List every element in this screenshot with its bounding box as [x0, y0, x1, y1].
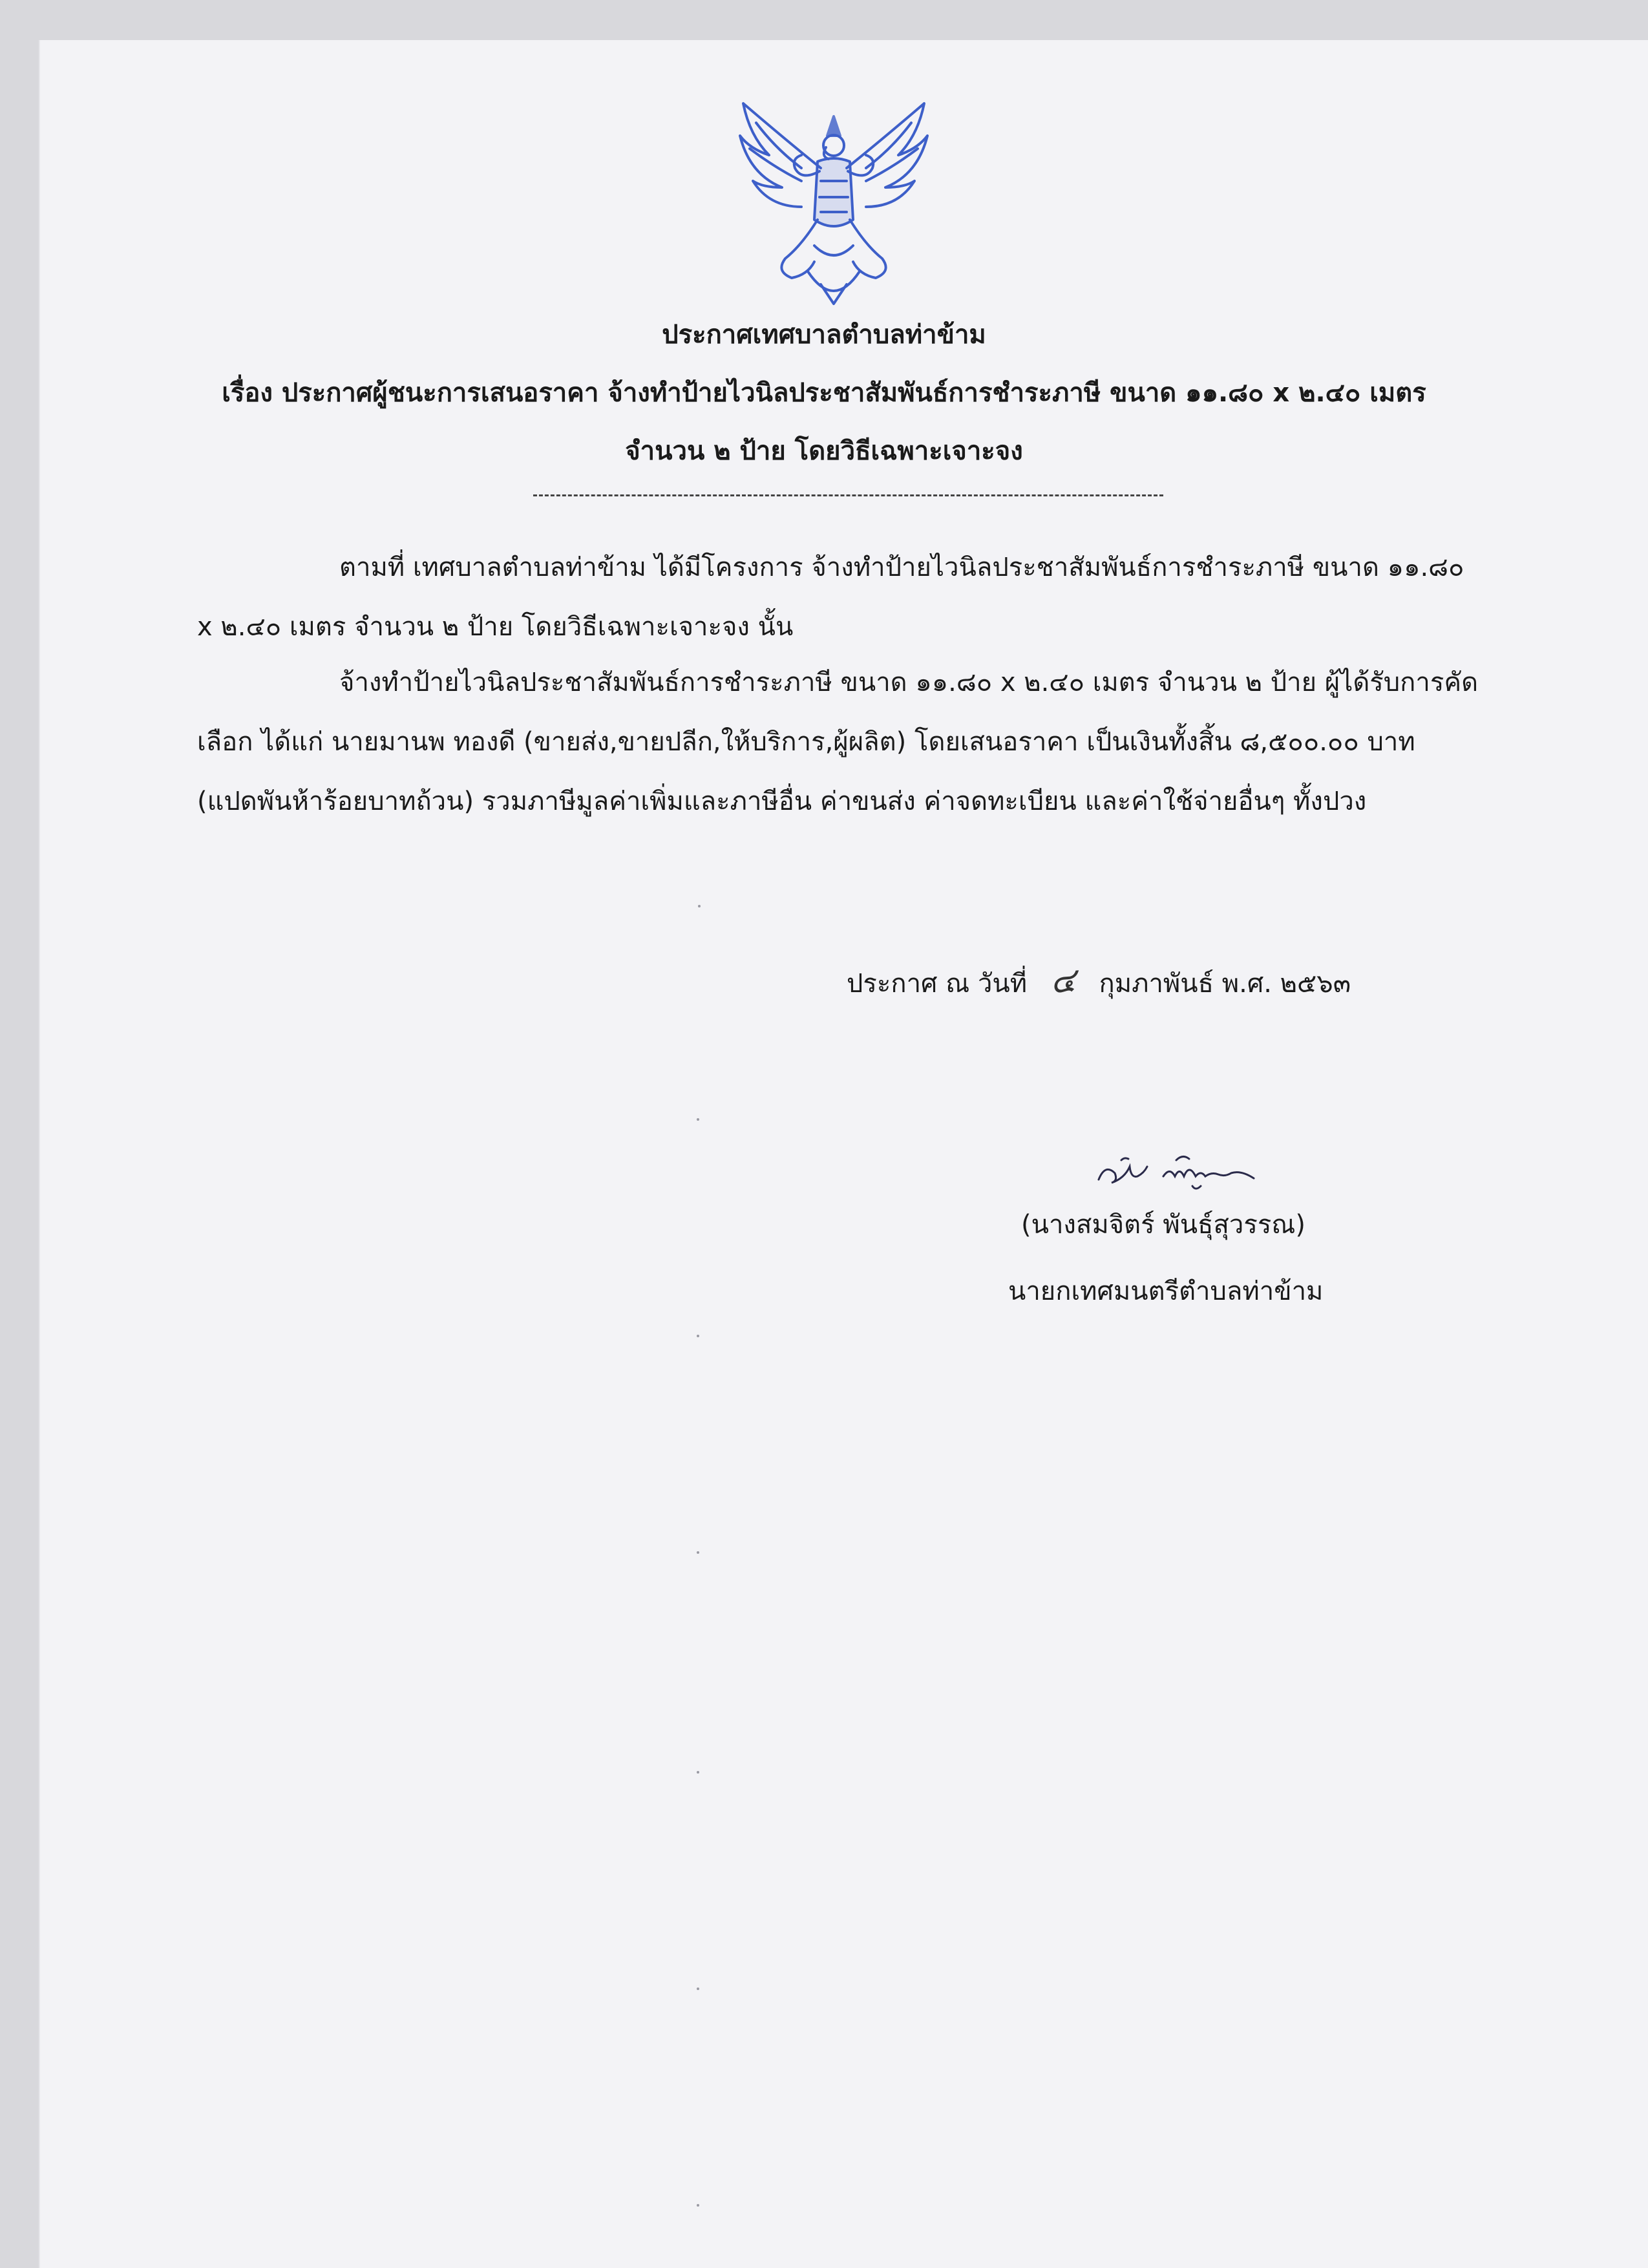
announcement-title: ประกาศเทศบาลตำบลท่าข้าม — [662, 320, 986, 350]
scan-speck — [697, 1335, 699, 1337]
scan-speck — [697, 1118, 699, 1121]
garuda-emblem-icon — [730, 97, 937, 317]
scan-speck — [697, 1551, 699, 1554]
date-month-year: กุมภาพันธ์ พ.ศ. ๒๕๖๓ — [1099, 969, 1351, 999]
paragraph-1-text: ตามที่ เทศบาลตำบลท่าข้าม ได้มีโครงการ จ้างทำป้ายไวนิลประชาสัมพันธ์การชำระภาษี ขนาด ๑๑.๘๐ x ๒.๔๐ เมตร จำนวน ๒ ป้าย โดยวิธีเฉพาะเจาะจง นั้น — [197, 553, 1464, 642]
announcement-subject-continued: จำนวน ๒ ป้าย โดยวิธีเฉพาะเจาะจง — [625, 436, 1023, 466]
scan-speck — [697, 1771, 699, 1774]
body-paragraph-2 — [197, 653, 1483, 831]
announcement-subject: เรื่อง ประกาศผู้ชนะการเสนอราคา จ้างทำป้ายไวนิลประชาสัมพันธ์การชำระภาษี ขนาด ๑๑.๘๐ x ๒.๔๐ เมตร — [222, 378, 1426, 408]
signatory-position: นายกเทศมนตรีตำบลท่าข้าม — [1008, 1277, 1324, 1306]
paragraph-2-text: จ้างทำป้ายไวนิลประชาสัมพันธ์การชำระภาษี ขนาด ๑๑.๘๐ x ๒.๔๐ เมตร จำนวน ๒ ป้าย ผู้ได้รับการคัดเลือก ได้แก่ นายมานพ ทองดี (ขายส่ง,ขายปลีก,ให้บริการ,ผู้ผลิต) โดยเสนอราคา เป็นเงินทั้งสิ้น ๘,๕๐๐.๐๐ บาท (แปดพันห้าร้อยบาทถ้วน) รวมภาษีมูลค่าเพิ่มและภาษีอื่น ค่าขนส่ง ค่าจดทะเบียน และค่าใช้จ่ายอื่นๆ ทั้งปวง — [197, 668, 1479, 816]
scan-speck — [698, 905, 701, 907]
handwritten-signature-icon — [1086, 1141, 1280, 1205]
body-paragraph-1 — [197, 538, 1483, 657]
dashed-divider — [533, 494, 1163, 496]
date-prefix: ประกาศ ณ วันที่ — [847, 969, 1028, 999]
scan-speck — [697, 1987, 699, 1990]
announcement-date — [847, 953, 1351, 1007]
scan-speck — [697, 2204, 699, 2207]
date-day-handwritten: ๔ — [1049, 960, 1077, 1002]
signatory-name: (นางสมจิตร์ พันธุ์สุวรรณ) — [1021, 1210, 1306, 1240]
